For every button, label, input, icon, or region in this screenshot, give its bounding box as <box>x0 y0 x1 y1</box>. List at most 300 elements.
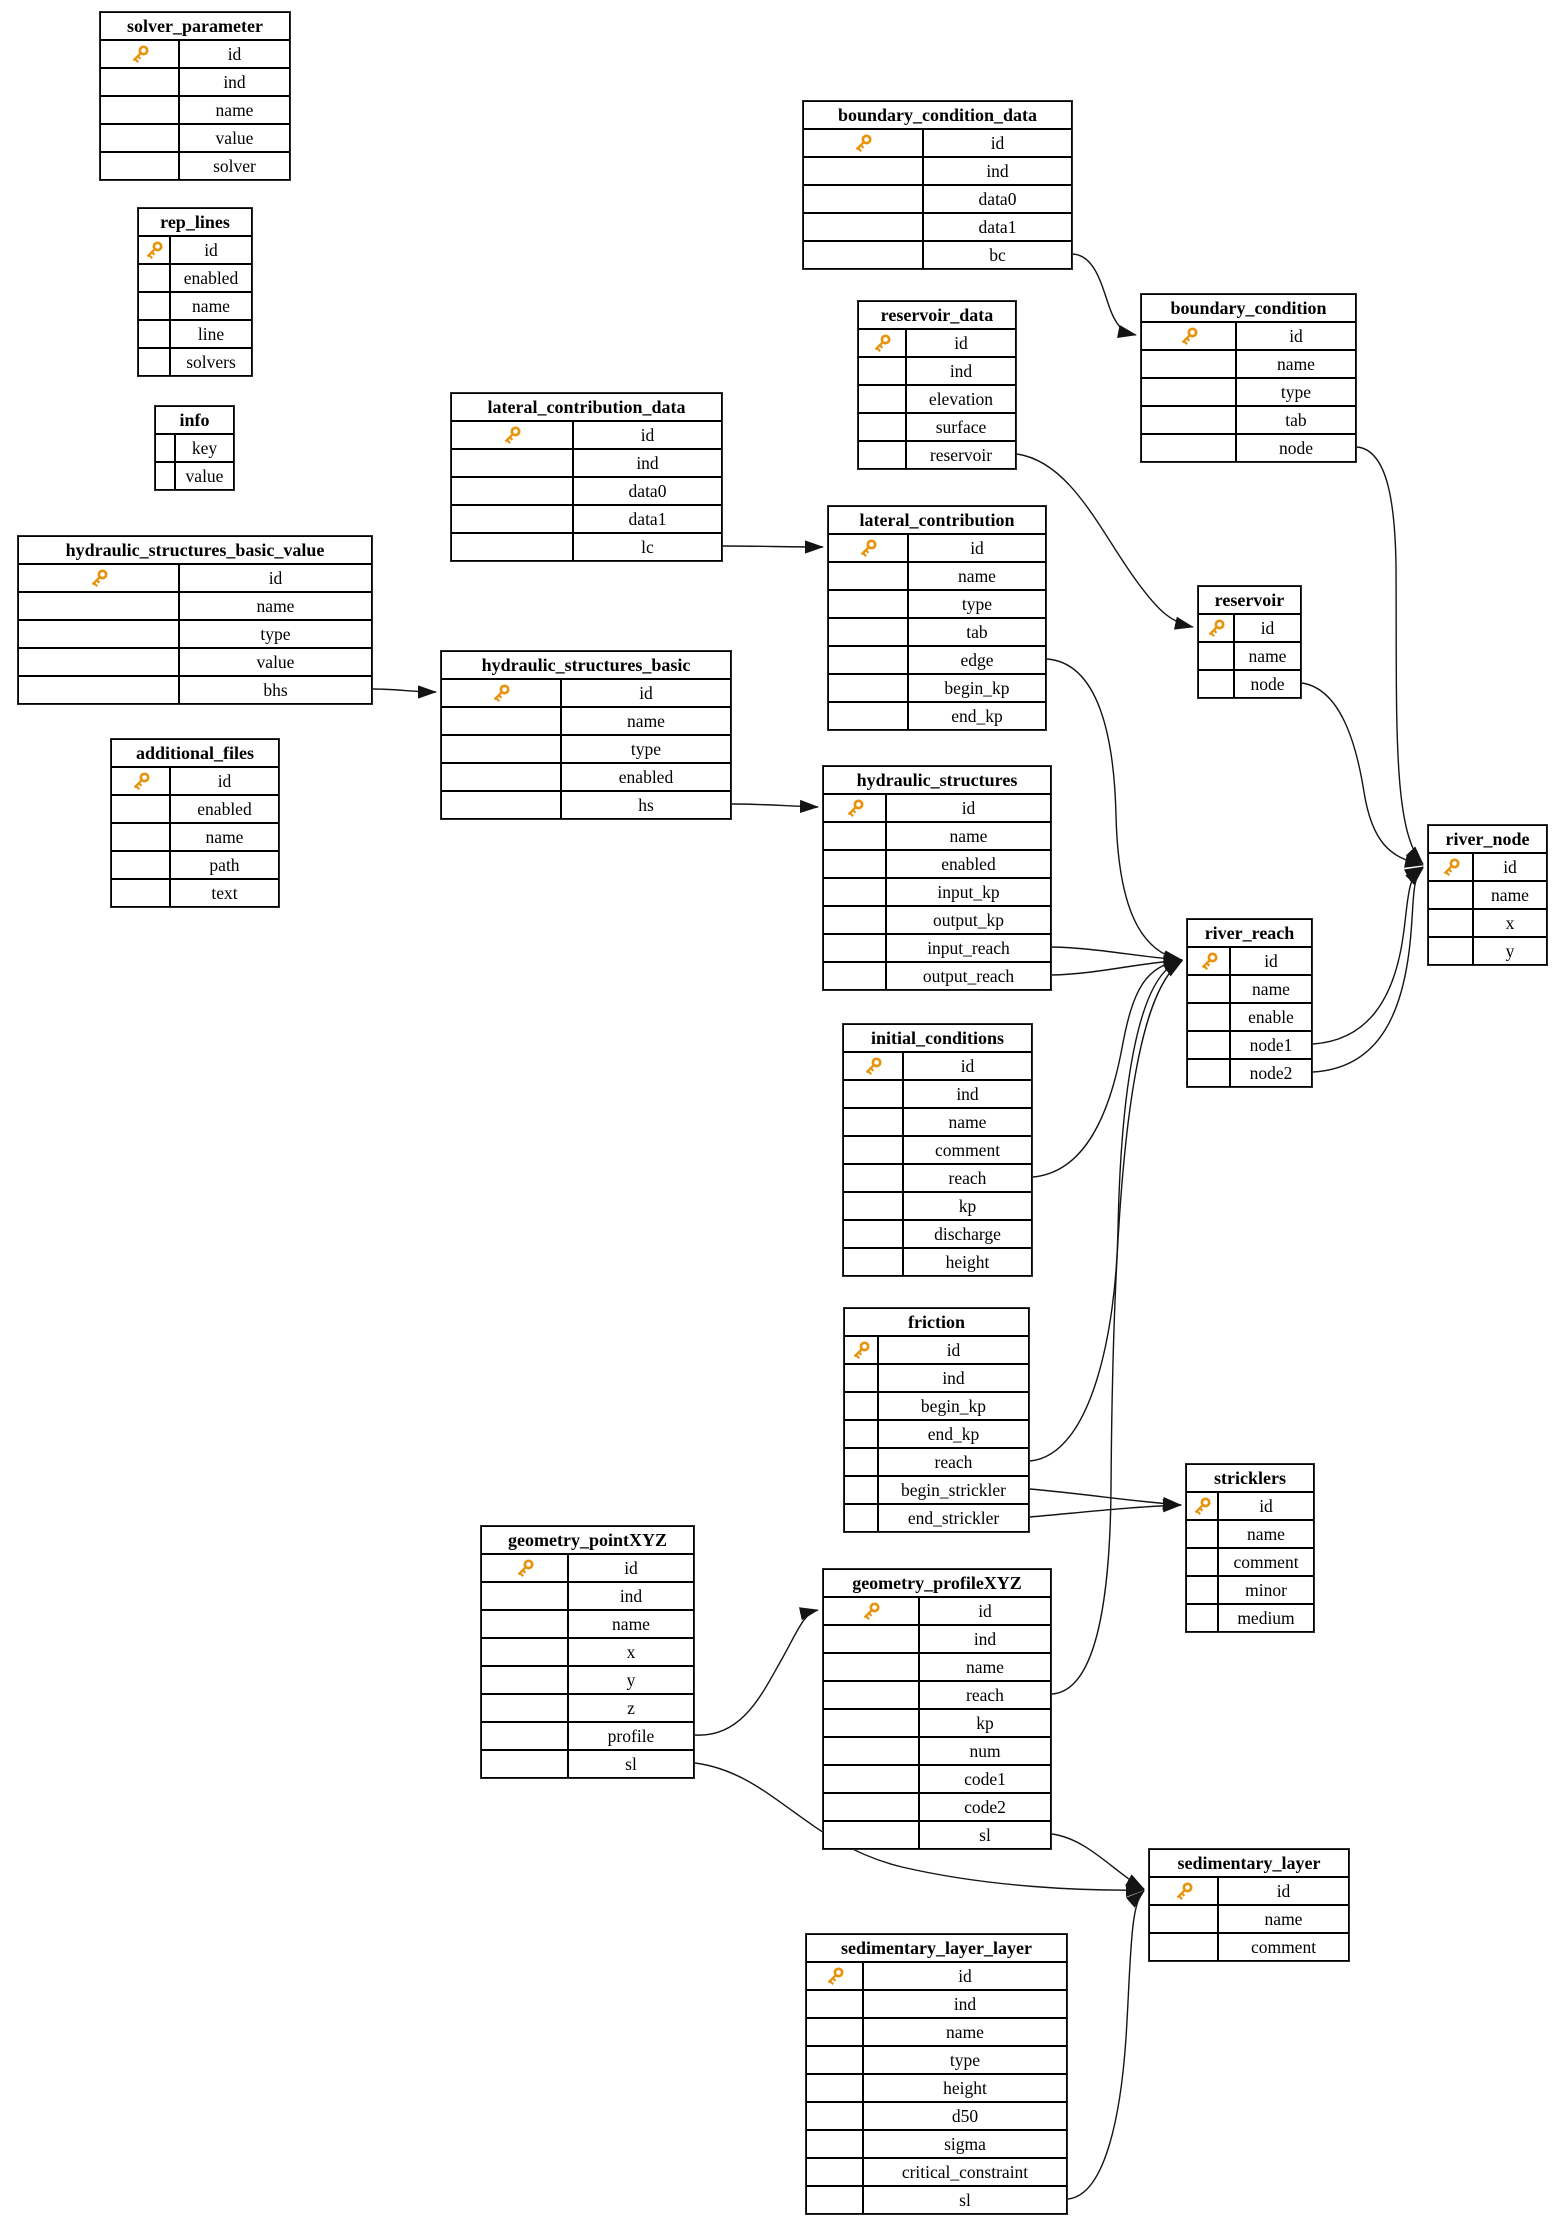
table-row <box>441 735 731 763</box>
table-title: sedimentary_layer_layer <box>806 1934 1067 1962</box>
field-name: id <box>886 794 1051 822</box>
key-cell-empty <box>138 292 170 320</box>
field-name: name <box>903 1108 1032 1136</box>
table-row <box>138 292 252 320</box>
key-cell-empty <box>1187 1059 1230 1087</box>
field-name: name <box>1236 350 1356 378</box>
field-name: y <box>568 1666 694 1694</box>
field-name: enabled <box>886 850 1051 878</box>
table-row <box>138 348 252 376</box>
field-name: id <box>170 767 279 795</box>
key-cell-empty <box>803 185 923 213</box>
primary-key-cell <box>1149 1877 1218 1905</box>
table-row <box>843 1052 1032 1080</box>
primary-key-icon <box>1192 1496 1212 1516</box>
field-name: id <box>923 129 1072 157</box>
table-row <box>806 2018 1067 2046</box>
table-row <box>1428 909 1547 937</box>
key-cell-empty <box>823 962 886 990</box>
primary-key-cell <box>843 1052 903 1080</box>
entity-table <box>1427 824 1548 966</box>
table-hydraulic_structures <box>822 765 1052 991</box>
relation-arrow-initial_conditions.reach-to-river_reach <box>1033 960 1182 1177</box>
field-name: ind <box>573 449 722 477</box>
key-cell-empty <box>155 434 175 462</box>
key-cell-empty <box>843 1248 903 1276</box>
key-cell-empty <box>858 413 906 441</box>
field-name: name <box>863 2018 1067 2046</box>
key-cell-empty <box>823 1821 919 1849</box>
key-cell-empty <box>806 2046 863 2074</box>
entity-table <box>822 765 1052 991</box>
primary-key-cell <box>1141 322 1236 350</box>
relation-arrow-boundary_condition.node-to-river_node <box>1357 447 1423 864</box>
primary-key-icon <box>853 133 873 153</box>
key-cell-empty <box>823 934 886 962</box>
key-cell-empty <box>481 1694 568 1722</box>
table-row <box>844 1420 1029 1448</box>
table-row <box>100 124 290 152</box>
table-title: initial_conditions <box>843 1024 1032 1052</box>
primary-key-cell <box>858 329 906 357</box>
entity-table <box>137 207 253 377</box>
field-name: input_kp <box>886 878 1051 906</box>
key-cell-empty <box>481 1666 568 1694</box>
key-cell-empty <box>843 1080 903 1108</box>
field-name: id <box>179 40 290 68</box>
field-name: type <box>908 590 1046 618</box>
entity-table <box>805 1933 1068 2215</box>
primary-key-cell <box>451 421 573 449</box>
field-name: end_kp <box>908 702 1046 730</box>
relation-arrow-hydraulic_structures.input_reach-to-river_reach <box>1052 947 1182 960</box>
table-row <box>823 794 1051 822</box>
field-name: node2 <box>1230 1059 1312 1087</box>
table-row <box>111 823 279 851</box>
table-row <box>18 564 372 592</box>
table-row <box>481 1666 694 1694</box>
key-cell-empty <box>803 241 923 269</box>
table-row <box>823 1765 1051 1793</box>
table-row <box>843 1220 1032 1248</box>
table-row <box>823 1597 1051 1625</box>
field-name: type <box>179 620 372 648</box>
key-cell-empty <box>858 441 906 469</box>
key-cell-empty <box>1149 1933 1218 1961</box>
table-row <box>481 1750 694 1778</box>
key-cell-empty <box>823 1625 919 1653</box>
table-row <box>111 879 279 907</box>
entity-table <box>842 1023 1033 1277</box>
field-name: name <box>561 707 731 735</box>
key-cell-empty <box>155 462 175 490</box>
table-row <box>138 236 252 264</box>
relation-arrow-reservoir.node-to-river_node <box>1302 683 1423 865</box>
table-title: hydraulic_structures_basic <box>441 651 731 679</box>
key-cell-empty <box>1187 975 1230 1003</box>
entity-table <box>440 650 732 820</box>
table-sedimentary_layer_layer <box>805 1933 1068 2215</box>
key-cell-empty <box>481 1638 568 1666</box>
table-row <box>1187 947 1312 975</box>
field-name: input_reach <box>886 934 1051 962</box>
field-name: end_strickler <box>878 1504 1029 1532</box>
primary-key-cell <box>806 1962 863 1990</box>
key-cell-empty <box>481 1722 568 1750</box>
relation-arrow-boundary_condition_data.bc-to-boundary_condition <box>1073 254 1136 335</box>
table-row <box>1187 975 1312 1003</box>
field-name: enabled <box>561 763 731 791</box>
table-title: additional_files <box>111 739 279 767</box>
primary-key-icon <box>491 683 511 703</box>
table-title: reservoir <box>1198 586 1301 614</box>
key-cell-empty <box>1428 909 1473 937</box>
field-name: kp <box>919 1709 1051 1737</box>
primary-key-icon <box>1441 857 1461 877</box>
field-name: name <box>1473 881 1547 909</box>
field-name: type <box>561 735 731 763</box>
table-row <box>481 1694 694 1722</box>
field-name: bhs <box>179 676 372 704</box>
primary-key-icon <box>845 798 865 818</box>
field-name: profile <box>568 1722 694 1750</box>
primary-key-cell <box>481 1554 568 1582</box>
field-name: medium <box>1218 1604 1314 1632</box>
table-row <box>806 2074 1067 2102</box>
primary-key-cell <box>823 1597 919 1625</box>
table-sedimentary_layer <box>1148 1848 1350 1962</box>
key-cell-empty <box>111 851 170 879</box>
field-name: sl <box>863 2186 1067 2214</box>
field-name: enabled <box>170 795 279 823</box>
field-name: value <box>175 462 234 490</box>
table-row <box>803 185 1072 213</box>
table-title: river_reach <box>1187 919 1312 947</box>
key-cell-empty <box>138 348 170 376</box>
field-name: type <box>1236 378 1356 406</box>
primary-key-icon <box>851 1340 871 1360</box>
key-cell-empty <box>1141 350 1236 378</box>
table-row <box>806 2046 1067 2074</box>
field-name: height <box>903 1248 1032 1276</box>
table-row <box>823 1625 1051 1653</box>
field-name: id <box>906 329 1016 357</box>
field-name: num <box>919 1737 1051 1765</box>
field-name: name <box>170 823 279 851</box>
table-row <box>803 241 1072 269</box>
relation-arrow-geometry_profileXYZ.reach-to-river_reach <box>1052 961 1182 1694</box>
table-row <box>1187 1059 1312 1087</box>
key-cell-empty <box>844 1504 878 1532</box>
field-name: ind <box>923 157 1072 185</box>
key-cell-empty <box>1186 1576 1218 1604</box>
field-name: id <box>179 564 372 592</box>
key-cell-empty <box>1186 1520 1218 1548</box>
key-cell-empty <box>1186 1604 1218 1632</box>
table-title: hydraulic_structures <box>823 766 1051 794</box>
field-name: begin_kp <box>908 674 1046 702</box>
relation-arrow-lateral_contribution_data.lc-to-lateral_contribution <box>723 546 823 547</box>
table-title: friction <box>844 1308 1029 1336</box>
table-title: boundary_condition_data <box>803 101 1072 129</box>
key-cell-empty <box>823 1765 919 1793</box>
field-name: ind <box>179 68 290 96</box>
field-name: output_reach <box>886 962 1051 990</box>
key-cell-empty <box>823 1793 919 1821</box>
key-cell-empty <box>823 1681 919 1709</box>
primary-key-icon <box>825 1966 845 1986</box>
primary-key-cell <box>1428 853 1473 881</box>
primary-key-icon <box>858 538 878 558</box>
table-row <box>441 791 731 819</box>
field-name: ind <box>568 1582 694 1610</box>
table-row <box>823 934 1051 962</box>
primary-key-icon <box>861 1601 881 1621</box>
table-row <box>823 878 1051 906</box>
field-name: id <box>878 1336 1029 1364</box>
field-name: reach <box>903 1164 1032 1192</box>
field-name: type <box>863 2046 1067 2074</box>
table-lateral_contribution_data <box>450 392 723 562</box>
field-name: output_kp <box>886 906 1051 934</box>
table-rep_lines <box>137 207 253 377</box>
field-name: reservoir <box>906 441 1016 469</box>
table-row <box>441 679 731 707</box>
table-row <box>155 462 234 490</box>
field-name: name <box>179 592 372 620</box>
key-cell-empty <box>823 906 886 934</box>
field-name: sl <box>568 1750 694 1778</box>
table-row <box>138 320 252 348</box>
table-row <box>844 1504 1029 1532</box>
relation-arrow-geometry_profileXYZ.sl-to-sedimentary_layer <box>1052 1834 1144 1889</box>
field-name: id <box>170 236 252 264</box>
table-row <box>441 707 731 735</box>
primary-key-icon <box>89 568 109 588</box>
field-name: id <box>903 1052 1032 1080</box>
field-name: name <box>1230 975 1312 1003</box>
field-name: data1 <box>573 505 722 533</box>
table-row <box>823 1737 1051 1765</box>
key-cell-empty <box>803 213 923 241</box>
key-cell-empty <box>1198 642 1234 670</box>
key-cell-empty <box>844 1364 878 1392</box>
field-name: sl <box>919 1821 1051 1849</box>
table-row <box>1198 642 1301 670</box>
table-row <box>844 1476 1029 1504</box>
key-cell-empty <box>111 823 170 851</box>
key-cell-empty <box>451 449 573 477</box>
table-title: geometry_profileXYZ <box>823 1569 1051 1597</box>
table-row <box>481 1554 694 1582</box>
key-cell-empty <box>858 357 906 385</box>
key-cell-empty <box>18 648 179 676</box>
table-row <box>858 413 1016 441</box>
field-name: id <box>1218 1877 1349 1905</box>
field-name: id <box>1234 614 1301 642</box>
field-name: sigma <box>863 2130 1067 2158</box>
field-name: kp <box>903 1192 1032 1220</box>
field-name: data0 <box>923 185 1072 213</box>
table-row <box>828 702 1046 730</box>
key-cell-empty <box>823 878 886 906</box>
key-cell-empty <box>18 620 179 648</box>
key-cell-empty <box>1428 937 1473 965</box>
key-cell-empty <box>806 2018 863 2046</box>
primary-key-cell <box>823 794 886 822</box>
table-row <box>18 676 372 704</box>
key-cell-empty <box>1149 1905 1218 1933</box>
field-name: name <box>1218 1520 1314 1548</box>
primary-key-cell <box>138 236 170 264</box>
table-row <box>806 1962 1067 1990</box>
table-row <box>844 1448 1029 1476</box>
key-cell-empty <box>1187 1003 1230 1031</box>
primary-key-icon <box>502 425 522 445</box>
table-row <box>823 1793 1051 1821</box>
key-cell-empty <box>828 618 908 646</box>
field-name: value <box>179 648 372 676</box>
key-cell-empty <box>481 1610 568 1638</box>
field-name: text <box>170 879 279 907</box>
primary-key-cell <box>1198 614 1234 642</box>
table-additional_files <box>110 738 280 908</box>
field-name: y <box>1473 937 1547 965</box>
key-cell-empty <box>138 264 170 292</box>
table-row <box>18 592 372 620</box>
field-name: id <box>1218 1492 1314 1520</box>
table-row <box>481 1610 694 1638</box>
table-title: sedimentary_layer <box>1149 1849 1349 1877</box>
table-row <box>823 962 1051 990</box>
relation-arrow-river_reach.node1-to-river_node <box>1313 867 1423 1044</box>
key-cell-empty <box>823 1709 919 1737</box>
table-row <box>451 449 722 477</box>
key-cell-empty <box>18 676 179 704</box>
field-name: begin_kp <box>878 1392 1029 1420</box>
key-cell-empty <box>481 1750 568 1778</box>
table-row <box>844 1392 1029 1420</box>
table-row <box>843 1248 1032 1276</box>
field-name: edge <box>908 646 1046 674</box>
primary-key-cell <box>441 679 561 707</box>
key-cell-empty <box>100 96 179 124</box>
field-name: x <box>1473 909 1547 937</box>
key-cell-empty <box>844 1476 878 1504</box>
table-row <box>858 329 1016 357</box>
table-row <box>843 1080 1032 1108</box>
field-name: hs <box>561 791 731 819</box>
table-row <box>111 767 279 795</box>
table-row <box>828 590 1046 618</box>
table-row <box>18 620 372 648</box>
table-row <box>843 1136 1032 1164</box>
table-row <box>441 763 731 791</box>
table-row <box>843 1164 1032 1192</box>
table-lateral_contribution <box>827 505 1047 731</box>
table-row <box>843 1192 1032 1220</box>
table-title: geometry_pointXYZ <box>481 1526 694 1554</box>
key-cell-empty <box>100 124 179 152</box>
field-name: id <box>568 1554 694 1582</box>
primary-key-cell <box>828 534 908 562</box>
relation-arrow-hydraulic_structures.output_reach-to-river_reach <box>1052 960 1182 975</box>
key-cell-empty <box>111 879 170 907</box>
table-row <box>1186 1548 1314 1576</box>
field-name: id <box>1230 947 1312 975</box>
field-name: name <box>179 96 290 124</box>
table-title: info <box>155 406 234 434</box>
primary-key-icon <box>1206 618 1226 638</box>
key-cell-empty <box>803 157 923 185</box>
table-info <box>154 405 235 491</box>
table-row <box>1141 322 1356 350</box>
table-row <box>858 357 1016 385</box>
field-name: bc <box>923 241 1072 269</box>
field-name: value <box>179 124 290 152</box>
field-name: z <box>568 1694 694 1722</box>
entity-table <box>110 738 280 908</box>
field-name: solver <box>179 152 290 180</box>
field-name: ind <box>878 1364 1029 1392</box>
table-row <box>1198 614 1301 642</box>
field-name: id <box>573 421 722 449</box>
field-name: id <box>908 534 1046 562</box>
entity-table <box>843 1307 1030 1533</box>
field-name: data1 <box>923 213 1072 241</box>
primary-key-icon <box>1199 951 1219 971</box>
table-row <box>823 1821 1051 1849</box>
table-row <box>828 674 1046 702</box>
key-cell-empty <box>441 707 561 735</box>
table-row <box>1149 1933 1349 1961</box>
field-name: line <box>170 320 252 348</box>
table-row <box>1186 1576 1314 1604</box>
field-name: lc <box>573 533 722 561</box>
field-name: name <box>1218 1905 1349 1933</box>
field-name: elevation <box>906 385 1016 413</box>
key-cell-empty <box>451 505 573 533</box>
field-name: id <box>863 1962 1067 1990</box>
field-name: id <box>1473 853 1547 881</box>
key-cell-empty <box>823 1737 919 1765</box>
key-cell-empty <box>806 2158 863 2186</box>
primary-key-icon <box>1174 1881 1194 1901</box>
table-solver_parameter <box>99 11 291 181</box>
key-cell-empty <box>481 1582 568 1610</box>
entity-table <box>1185 1463 1315 1633</box>
table-title: boundary_condition <box>1141 294 1356 322</box>
key-cell-empty <box>828 562 908 590</box>
key-cell-empty <box>844 1420 878 1448</box>
table-title: lateral_contribution <box>828 506 1046 534</box>
table-row <box>1187 1031 1312 1059</box>
key-cell-empty <box>806 2102 863 2130</box>
table-row <box>1186 1520 1314 1548</box>
entity-table <box>154 405 235 491</box>
field-name: critical_constraint <box>863 2158 1067 2186</box>
table-row <box>823 822 1051 850</box>
primary-key-icon <box>872 333 892 353</box>
field-name: id <box>1236 322 1356 350</box>
key-cell-empty <box>806 2130 863 2158</box>
relation-arrow-friction.end_strickler-to-stricklers <box>1030 1505 1181 1517</box>
field-name: name <box>919 1653 1051 1681</box>
table-row <box>828 618 1046 646</box>
entity-table <box>17 535 373 705</box>
key-cell-empty <box>843 1136 903 1164</box>
table-boundary_condition_data <box>802 100 1073 270</box>
